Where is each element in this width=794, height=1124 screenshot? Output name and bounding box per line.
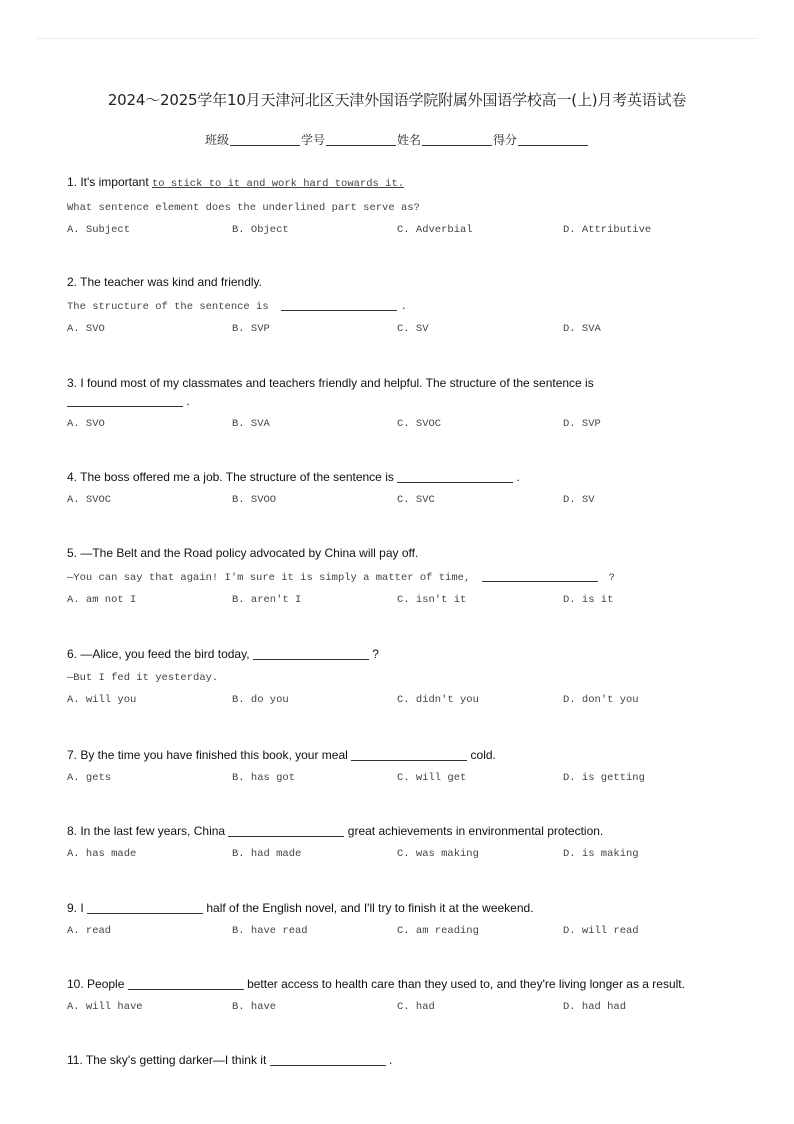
answer-blank[interactable] (482, 569, 598, 582)
option-c[interactable]: C. had (397, 1001, 435, 1013)
option-d[interactable]: D. SVP (563, 418, 601, 430)
option-c[interactable]: C. SVOC (397, 418, 442, 430)
option-d[interactable]: D. had had (563, 1001, 627, 1013)
option-a[interactable]: A. will have (67, 1001, 143, 1013)
options-row (67, 848, 727, 864)
option-a[interactable]: A. read (67, 925, 112, 937)
stem-end: ? (372, 647, 379, 661)
question-stem (67, 374, 612, 410)
answer-blank[interactable] (351, 748, 467, 761)
stem-end: . (388, 1053, 393, 1067)
option-c[interactable]: C. SV (397, 323, 429, 335)
prompt-text: The structure of the sentence is (67, 301, 269, 313)
stem-text: 10. People (67, 977, 125, 991)
stem-text: 8. In the last few years, China (67, 824, 226, 838)
student-id-field[interactable] (326, 133, 396, 146)
option-c[interactable]: C. Adverbial (397, 224, 473, 236)
prompt-text: —You can say that again! I'm sure it is simply a matter of time, (67, 572, 471, 584)
answer-blank[interactable] (253, 647, 369, 660)
option-b[interactable]: B. have (232, 1001, 277, 1013)
answer-blank[interactable] (397, 470, 513, 483)
option-b[interactable]: B. do you (232, 694, 289, 706)
option-b[interactable]: B. aren't I (232, 594, 302, 606)
question-3 (67, 374, 727, 434)
stem-end: . (186, 394, 190, 408)
question-6 (67, 645, 727, 710)
option-a[interactable]: A. SVO (67, 323, 105, 335)
option-c[interactable]: C. isn't it (397, 594, 467, 606)
stem-end: great achievements in environmental protection. (347, 824, 604, 838)
option-d[interactable]: D. don't you (563, 694, 639, 706)
stem-text: 7. By the time you have finished this book, your meal (67, 748, 348, 762)
options-row (67, 224, 727, 240)
options-row (67, 418, 727, 434)
question-stem (67, 173, 727, 193)
options-row (67, 594, 727, 610)
options-row (67, 1001, 727, 1017)
question-stem (67, 1051, 727, 1069)
option-c[interactable]: C. didn't you (397, 694, 479, 706)
question-2 (67, 273, 727, 339)
name-label: 姓名 (397, 133, 422, 147)
option-b[interactable]: B. has got (232, 772, 296, 784)
question-stem (67, 975, 727, 993)
options-row (67, 494, 727, 510)
question-10 (67, 975, 727, 1017)
question-11 (67, 1051, 727, 1069)
prompt-end: . (400, 301, 407, 313)
stem-end: better access to health care than they used to, and they're living longer as a result. (247, 977, 685, 991)
options-row (67, 772, 727, 788)
question-prompt (67, 569, 727, 586)
question-8 (67, 822, 727, 864)
score-label: 得分 (493, 133, 518, 147)
option-a[interactable]: A. am not I (67, 594, 137, 606)
answer-blank[interactable] (87, 901, 203, 914)
question-1 (67, 173, 727, 240)
question-stem: 2. The teacher was kind and friendly. (67, 275, 262, 289)
stem-text: 1. It's important (67, 175, 152, 189)
student-info-line (0, 131, 794, 148)
option-d[interactable]: D. is making (563, 848, 639, 860)
question-5 (67, 544, 727, 610)
option-d[interactable]: D. SV (563, 494, 595, 506)
question-7 (67, 746, 727, 788)
prompt-end: ? (608, 572, 615, 584)
stem-text: 3. I found most of my classmates and teachers friendly and helpful. The structure of the sentence is (67, 376, 594, 390)
option-b[interactable]: B. SVOO (232, 494, 277, 506)
option-d[interactable]: D. is getting (563, 772, 645, 784)
option-b[interactable]: B. had made (232, 848, 302, 860)
option-a[interactable]: A. SVOC (67, 494, 112, 506)
name-field[interactable] (422, 133, 492, 146)
option-a[interactable]: A. SVO (67, 418, 105, 430)
answer-blank[interactable] (281, 298, 397, 311)
option-a[interactable]: A. has made (67, 848, 137, 860)
option-c[interactable]: C. was making (397, 848, 479, 860)
question-prompt: —But I fed it yesterday. (67, 672, 219, 684)
option-b[interactable]: B. Object (232, 224, 289, 236)
option-a[interactable]: A. Subject (67, 224, 131, 236)
stem-text: 11. The sky's getting darker—I think it (67, 1053, 267, 1067)
answer-blank[interactable] (67, 394, 183, 407)
question-stem (67, 822, 727, 840)
stem-text: 4. The boss offered me a job. The structure of the sentence is (67, 470, 394, 484)
options-row (67, 694, 727, 710)
question-9 (67, 899, 727, 941)
option-c[interactable]: C. will get (397, 772, 467, 784)
stem-text: 9. I (67, 901, 84, 915)
question-prompt (67, 298, 727, 315)
exam-title: 2024～2025学年10月天津河北区天津外国语学院附属外国语学校高一(上)月考英语试卷 (107, 91, 687, 109)
option-b[interactable]: B. SVP (232, 323, 270, 335)
answer-blank[interactable] (228, 824, 344, 837)
question-4 (67, 468, 727, 510)
options-row (67, 925, 727, 941)
score-field[interactable] (518, 133, 588, 146)
option-d[interactable]: D. SVA (563, 323, 601, 335)
underlined-phrase: to stick to it and work hard towards it. (152, 178, 405, 190)
answer-blank[interactable] (270, 1053, 386, 1066)
class-field[interactable] (230, 133, 300, 146)
option-d[interactable]: D. will read (563, 925, 639, 937)
option-c[interactable]: C. am reading (397, 925, 479, 937)
option-d[interactable]: D. Attributive (563, 224, 652, 236)
stem-end: half of the English novel, and I'll try to finish it at the weekend. (206, 901, 534, 915)
option-d[interactable]: D. is it (563, 594, 614, 606)
question-stem (67, 468, 727, 486)
question-stem (67, 746, 727, 764)
question-stem: 5. —The Belt and the Road policy advocated by China will pay off. (67, 546, 419, 560)
options-row (67, 323, 727, 339)
option-b[interactable]: B. have read (232, 925, 308, 937)
question-prompt: What sentence element does the underlined part serve as? (67, 202, 420, 214)
option-b[interactable]: B. SVA (232, 418, 270, 430)
stem-end: . (516, 470, 520, 484)
header-divider (36, 38, 758, 39)
stem-end: cold. (470, 748, 496, 762)
question-stem (67, 899, 727, 917)
answer-blank[interactable] (128, 977, 244, 990)
question-stem (67, 645, 727, 663)
stem-text: 6. —Alice, you feed the bird today, (67, 647, 250, 661)
option-c[interactable]: C. SVC (397, 494, 435, 506)
option-a[interactable]: A. will you (67, 694, 137, 706)
class-label: 班级 (204, 133, 229, 147)
option-a[interactable]: A. gets (67, 772, 112, 784)
student-id-label: 学号 (300, 133, 325, 147)
